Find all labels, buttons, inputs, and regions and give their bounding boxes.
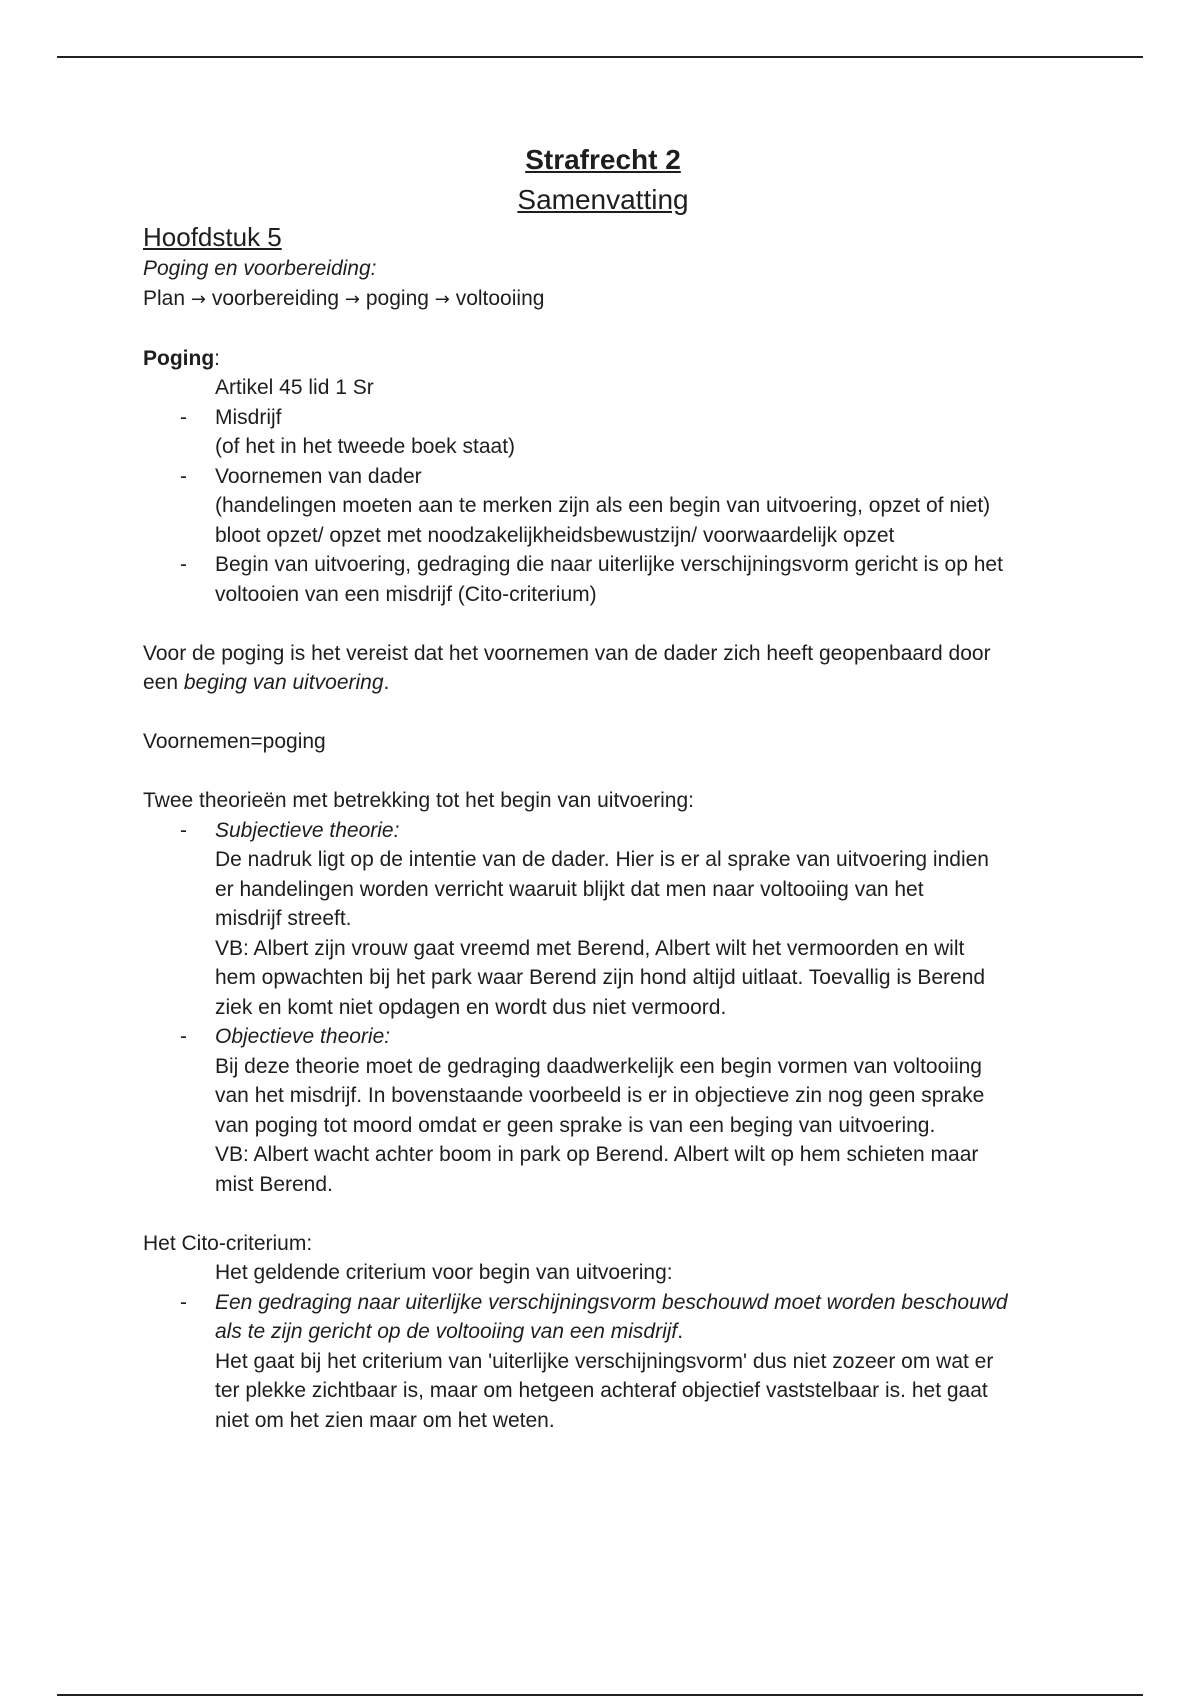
equation-line: Voornemen=poging bbox=[143, 730, 326, 753]
bullet-dash: - bbox=[180, 818, 187, 842]
document-body bbox=[143, 140, 1063, 1435]
theories-intro: Twee theorieën met betrekking tot het begin van uitvoering: bbox=[143, 789, 695, 812]
list-item-objective: - Objectieve theorie: Bij deze theorie moet de gedraging daadwerkelijk een begin vormen van voltooiing van het misdrijf. In bovenstaande voorbeeld is er in objectieve zin nog geen sprake van poging tot moord omdat er geen sprake is van een beging van uitvoering. VB: Albert wacht achter boom in park op Berend. Albert wilt op hem schieten maar mist Berend. bbox=[143, 1022, 1063, 1199]
paragraph: een beging van uitvoering. bbox=[143, 671, 390, 694]
bullet-dash: - bbox=[180, 1290, 187, 1314]
poging-label: Poging bbox=[143, 346, 215, 370]
footer-rule bbox=[57, 1694, 1143, 1696]
list-item: - Voornemen van dader (handelingen moeten aan te merken zijn als een begin van uitvoering, opzet of niet) bloot opzet/ opzet met noodzakelijkheidsbewustzijn/ voorwaardelijk opzet bbox=[143, 462, 1063, 551]
section-subheading: Poging en voorbereiding: bbox=[143, 257, 377, 280]
arrow-icon: → bbox=[190, 288, 206, 310]
chapter-heading: Hoofdstuk 5 bbox=[143, 222, 282, 252]
list-item-subjective: - Subjectieve theorie: De nadruk ligt op de intentie van de dader. Hier is er al sprake van uitvoering indien er handelingen worden verricht waaruit blijkt dat men naar voltooiing van het misdrijf streeft. VB: Albert zijn vrouw gaat vreemd met Berend, Albert wilt het vermoorden en wilt hem opwachten bij het park waar Berend zijn hond altijd uitlaat. Toevallig is Berend ziek en komt niet opdagen en wordt dus niet vermoord. bbox=[143, 816, 1063, 1023]
list-item: - Misdrijf (of het in het tweede boek staat) bbox=[143, 403, 1063, 462]
list-item-cito: - Een gedraging naar uiterlijke verschijningsvorm beschouwd moet worden beschouwd als te zijn gericht op de voltooiing van een misdrijf. Het gaat bij het criterium van 'uiterlijke verschijningsvorm' dus niet zozeer om wat er ter plekke zichtbaar is, maar om hetgeen achteraf objectief vaststelbaar is. het gaat niet om het zien maar om het weten. bbox=[143, 1288, 1063, 1436]
header-rule bbox=[57, 56, 1143, 58]
flow-step: voltooiing bbox=[455, 286, 545, 310]
bullet-dash: - bbox=[180, 405, 187, 429]
document-title: Strafrecht 2 bbox=[525, 144, 681, 175]
cito-heading: Het Cito-criterium: bbox=[143, 1231, 313, 1255]
theory-title: Subjectieve theorie: bbox=[215, 818, 400, 842]
document-subtitle: Samenvatting bbox=[517, 184, 689, 215]
process-flow bbox=[143, 284, 1063, 315]
bullet-dash: - bbox=[180, 464, 187, 488]
article-reference: Artikel 45 lid 1 Sr bbox=[215, 376, 374, 399]
poging-heading: Poging: bbox=[143, 346, 220, 370]
theory-title: Objectieve theorie: bbox=[215, 1025, 391, 1048]
arrow-icon: → bbox=[344, 288, 361, 310]
bullet-dash: - bbox=[180, 553, 187, 576]
flow-step: voorbereiding bbox=[211, 286, 340, 310]
cito-intro: Het geldende criterium voor begin van uitvoering: bbox=[215, 1261, 673, 1284]
bullet-dash: - bbox=[180, 1025, 187, 1048]
arrow-icon: → bbox=[434, 288, 450, 310]
flow-step: Plan bbox=[143, 286, 186, 310]
flow-step: poging bbox=[365, 286, 429, 310]
list-item: - Begin van uitvoering, gedraging die naar uiterlijke verschijningsvorm gericht is op het voltooien van een misdrijf (Cito-criterium) bbox=[143, 550, 1063, 609]
paragraph: Voor de poging is het vereist dat het voornemen van de dader zich heeft geopenbaard door bbox=[143, 641, 991, 665]
